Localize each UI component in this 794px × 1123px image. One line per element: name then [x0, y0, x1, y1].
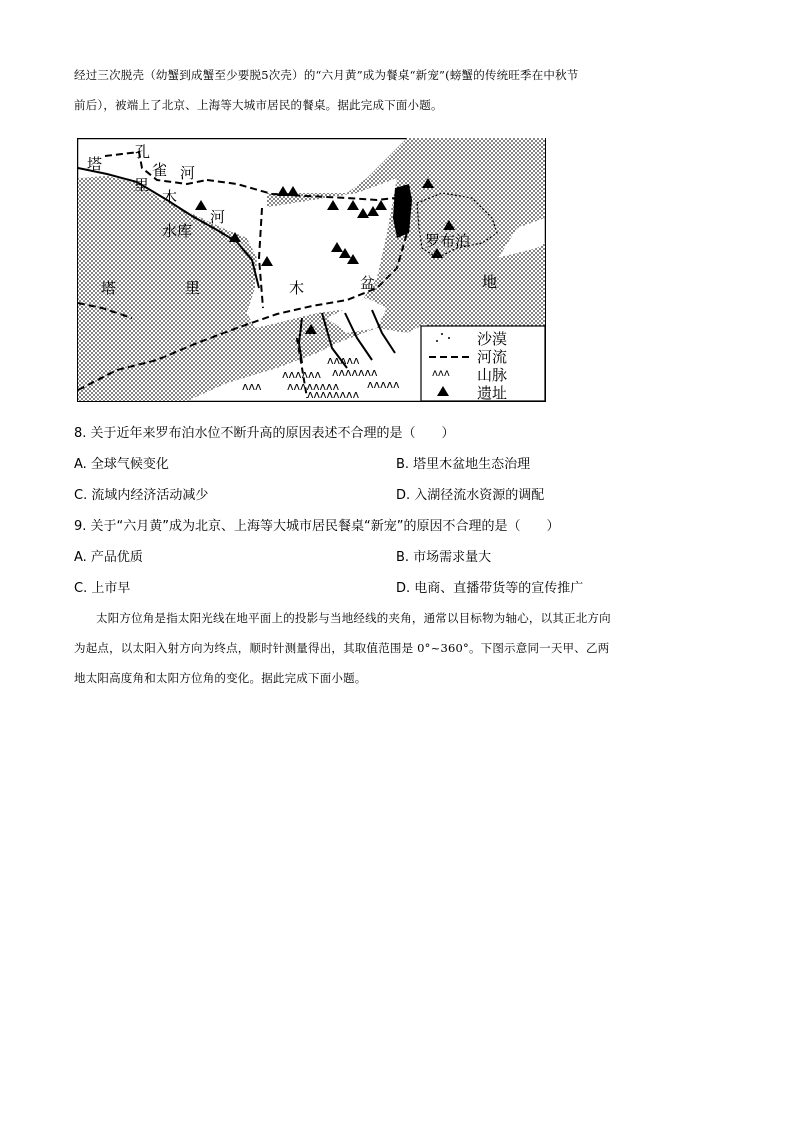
map-label-he-2: 河	[210, 208, 226, 226]
intro2-paragraph	[74, 603, 724, 693]
question-9-option-b[interactable]: B. 市场需求量大	[396, 550, 492, 565]
question-8-option-b[interactable]: B. 塔里木盆地生态治理	[396, 457, 531, 472]
tarim-basin-map	[77, 138, 546, 402]
map-label-basin: 盆	[360, 274, 376, 292]
svg-text:ᴧᴧᴧ: ᴧᴧᴧ	[432, 368, 450, 379]
intro-line-2: 前后），被端上了北京、上海等大城市居民的餐桌。据此完成下面小题。	[74, 98, 443, 112]
intro2-line-1: 太阳方位角是指太阳光线在地平面上的投影与当地经线的夹角，通常以目标物为轴心，以其正北方向	[96, 611, 611, 625]
legend-ruins-label: 遗址	[477, 384, 508, 402]
map-label-tarim-ta: 塔	[101, 279, 117, 297]
map-label-kong: 孔	[135, 143, 151, 161]
intro-paragraph	[74, 60, 724, 120]
svg-text:ᴧᴧᴧᴧᴧᴧᴧᴧ: ᴧᴧᴧᴧᴧᴧᴧᴧ	[307, 388, 360, 401]
map-label-luobupo: 罗布泊	[425, 232, 471, 250]
map-label-tarim-mu: 木	[289, 279, 305, 297]
intro2-line-2: 为起点，以太阳入射方向为终点，顺时针测量得出，其取值范围是 0°~360°。下图示意同一天甲、乙两	[74, 641, 610, 655]
svg-text:ᴧᴧᴧᴧᴧᴧᴧ: ᴧᴧᴧᴧᴧᴧᴧ	[332, 366, 378, 379]
question-9-option-d[interactable]: D. 电商、直播带货等的宣传推广	[396, 581, 584, 596]
intro-line-1: 经过三次脱壳（幼蟹到成蟹至少要脱5次壳）的“六月黄”成为餐桌“新宠”(螃蟹的传统旺季在中秋节	[74, 68, 579, 82]
question-8-option-a[interactable]: A. 全球气候变化	[74, 457, 169, 472]
map-legend	[421, 326, 545, 402]
lake-black	[393, 184, 412, 238]
question-9-stem: 9. 关于“六月黄”成为北京、上海等大城市居民餐桌“新宠”的原因不合理的是（ ）	[74, 519, 560, 534]
legend-river-label: 河流	[477, 348, 508, 366]
svg-text:ᴧᴧᴧᴧᴧᴧᴧᴧ: ᴧᴧᴧᴧᴧᴧᴧᴧ	[287, 380, 340, 393]
intro2-line-3: 地太阳高度角和太阳方位角的变化。据此完成下面小题。	[74, 671, 367, 685]
map-label-he: 河	[180, 164, 196, 182]
map-label-reservoir: 水库	[162, 222, 193, 240]
svg-text:ᴧᴧᴧᴧᴧ: ᴧᴧᴧᴧᴧ	[327, 354, 360, 367]
map-label-di: 地	[482, 273, 498, 291]
svg-text:ᴧᴧᴧᴧᴧᴧ: ᴧᴧᴧᴧᴧᴧ	[282, 368, 322, 381]
svg-text:ᴧᴧᴧ: ᴧᴧᴧ	[242, 380, 262, 393]
map-label-tarim-li: 里	[185, 279, 201, 297]
question-9-option-c[interactable]: C. 上市早	[74, 581, 131, 596]
map-label-que: 雀	[152, 161, 168, 179]
question-8-option-c[interactable]: C. 流域内经济活动减少	[74, 488, 209, 503]
question-8-option-d[interactable]: D. 入湖径流水资源的调配	[396, 488, 545, 503]
svg-text:ᴧᴧᴧᴧᴧ: ᴧᴧᴧᴧᴧ	[367, 378, 400, 391]
map-label-li: 里	[134, 176, 150, 194]
map-label-ta: 塔	[87, 155, 103, 173]
legend-desert-label: 沙漠	[477, 330, 508, 348]
question-9-option-a[interactable]: A. 产品优质	[74, 550, 143, 565]
question-8-stem: 8. 关于近年来罗布泊水位不断升高的原因表述不合理的是（ ）	[74, 426, 455, 441]
legend-mountain-label: 山脉	[477, 366, 508, 384]
map-label-mu: 木	[162, 188, 178, 206]
